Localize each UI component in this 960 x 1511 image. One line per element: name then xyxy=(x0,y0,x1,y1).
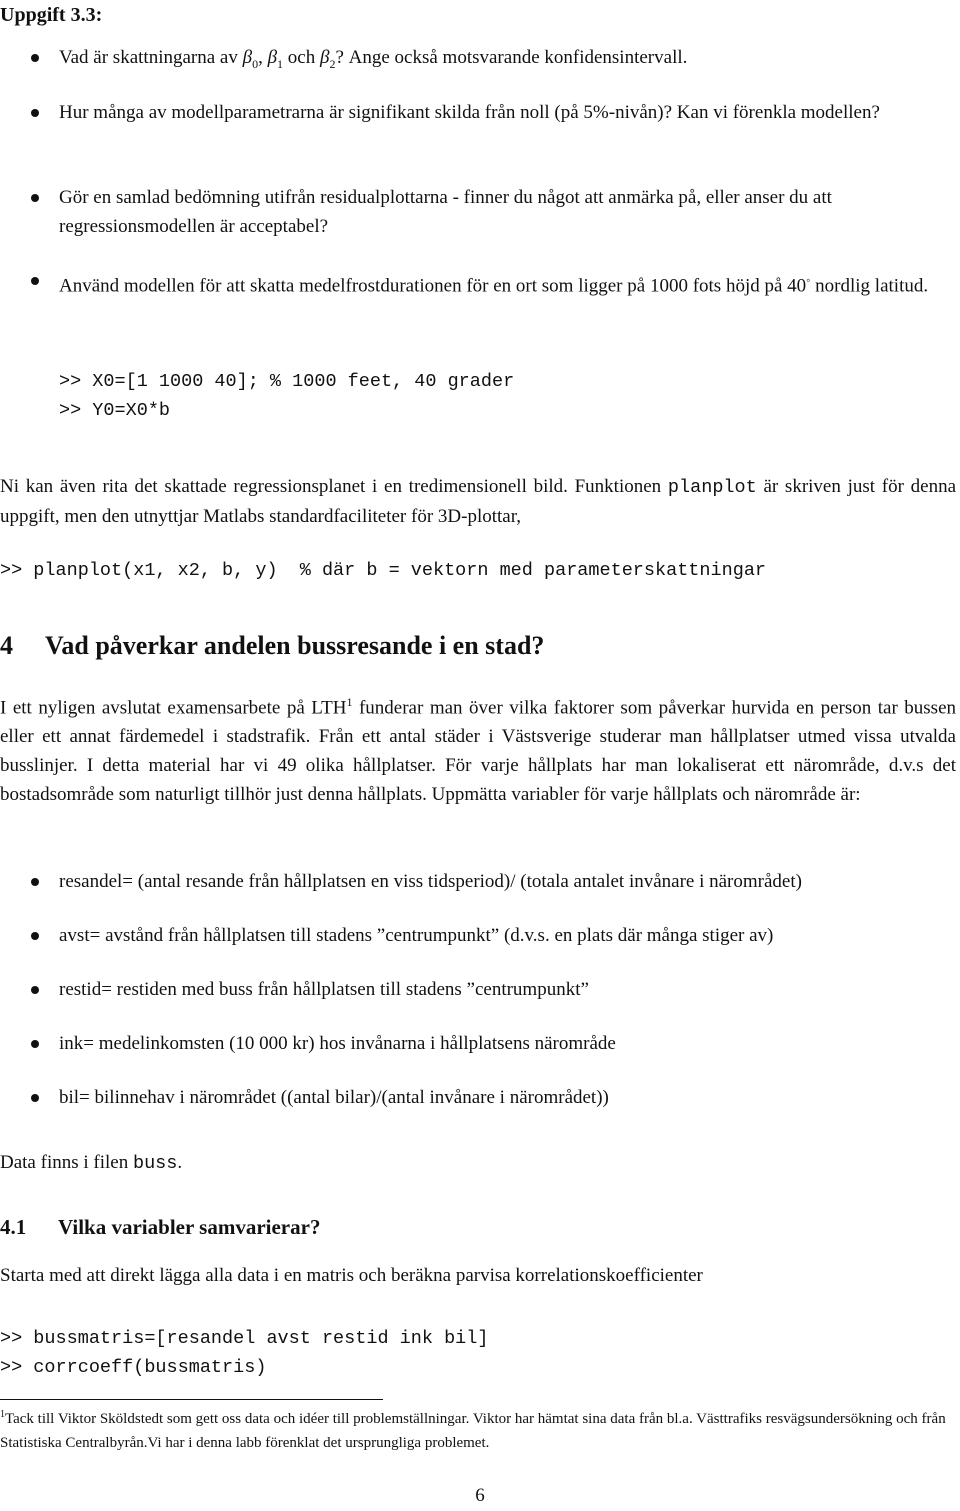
paragraph-correlation: Starta med att direkt lägga alla data i en matris och beräkna parvisa korrelationskoefficienter xyxy=(0,1265,703,1286)
bullet-icon xyxy=(31,932,39,940)
bullet-text: resandel= (antal resande från hållplatsen en viss tidsperiod)/ (totala antalet invånare i närområdet) xyxy=(59,871,802,892)
bullet-icon xyxy=(31,109,39,117)
paragraph-planplot: Ni kan även rita det skattade regressionsplanet i en tredimensionell bild. Funktionen planplot är skriven just för denna uppgift, men den utnyttjar Matlabs standardfaciliteter för 3D-plottar, xyxy=(0,476,956,527)
bullet-icon xyxy=(31,54,39,62)
code-line: >> X0=[1 1000 40]; % 1000 feet, 40 grader xyxy=(59,371,515,392)
code-line: >> bussmatris=[resandel avst restid ink bil] xyxy=(0,1328,489,1349)
bullet-icon xyxy=(31,1040,39,1048)
code-line: >> Y0=X0*b xyxy=(59,400,171,421)
bullet-text: Gör en samlad bedömning utifrån residualplottarna - finner du något att anmärka på, eller anser du att regressionsmodellen är acceptabel? xyxy=(59,187,832,237)
bullet-text: ink= medelinkomsten (10 000 kr) hos invånarna i hållplatsens närområde xyxy=(59,1033,616,1054)
data-note: Data finns i filen buss. xyxy=(0,1152,183,1174)
bullet-icon xyxy=(31,277,39,285)
bullet-text: Använd modellen för att skatta medelfrostdurationen för en ort som ligger på 1000 fots höjd på 40◦ nordlig latitud. xyxy=(59,273,929,297)
code-line: >> planplot(x1, x2, b, y) % där b = vektorn med parameterskattningar xyxy=(0,560,767,581)
bullet-text: restid= restiden med buss från hållplatsen till stadens ”centrumpunkt” xyxy=(59,979,589,1000)
task-heading: Uppgift 3.3: xyxy=(0,4,103,26)
bullet-text: bil= bilinnehav i närområdet ((antal bilar)/(antal invånare i närområdet)) xyxy=(59,1087,609,1108)
bullet-icon xyxy=(31,986,39,994)
bullet-icon xyxy=(31,1094,39,1102)
footnote: $^1$Tack till Viktor Sköldstedt som gett oss data och idéer till problemställningar. Viktor har hämtat sina data från bl.a. Västtrafiks resvägsundersökning och från Statistiska Centralbyrån.Vi har i denna labb förenklat det ursprungliga problemet. xyxy=(0,1409,946,1451)
bullet-text: Hur många av modellparametrarna är signifikant skilda från noll (på 5%-nivån)? Kan vi förenkla modellen? xyxy=(59,102,880,123)
bullet-icon xyxy=(31,194,39,202)
page-number: 6 xyxy=(475,1485,485,1506)
footnote-rule xyxy=(0,1399,383,1400)
bullet-text: Vad är skattningarna av $\beta_0$, $\beta_1$ och $\beta_2$? Ange också motsvarande konfidensintervall. xyxy=(59,47,688,71)
section-heading: 4 Vad påverkar andelen bussresande i en stad? xyxy=(0,631,545,660)
paragraph-intro: I ett nyligen avslutat examensarbete på LTH$^1$ funderar man över vilka faktorer som påverkar hurvida en person tar bussen eller ett annat färdemedel i stadstrafik. Från ett antal städer i Västsverige studerar man hållplatser utmed vissa utvalda busslinjer. I detta material har vi 49 olika hållplatser. För varje hållplats har man lokaliserat ett närområde, d.v.s det bostadsområde som naturligt tillhör just denna hållplats. Uppmätta variabler för varje hållplats och närområde är: xyxy=(0,695,956,806)
subsection-heading: 4.1 Vilka variabler samvarierar? xyxy=(0,1215,321,1239)
code-line: >> corrcoeff(bussmatris) xyxy=(0,1357,267,1378)
bullet-text: avst= avstånd från hållplatsen till stadens ”centrumpunkt” (d.v.s. en plats där många stiger av) xyxy=(59,925,774,946)
bullet-icon xyxy=(31,878,39,886)
